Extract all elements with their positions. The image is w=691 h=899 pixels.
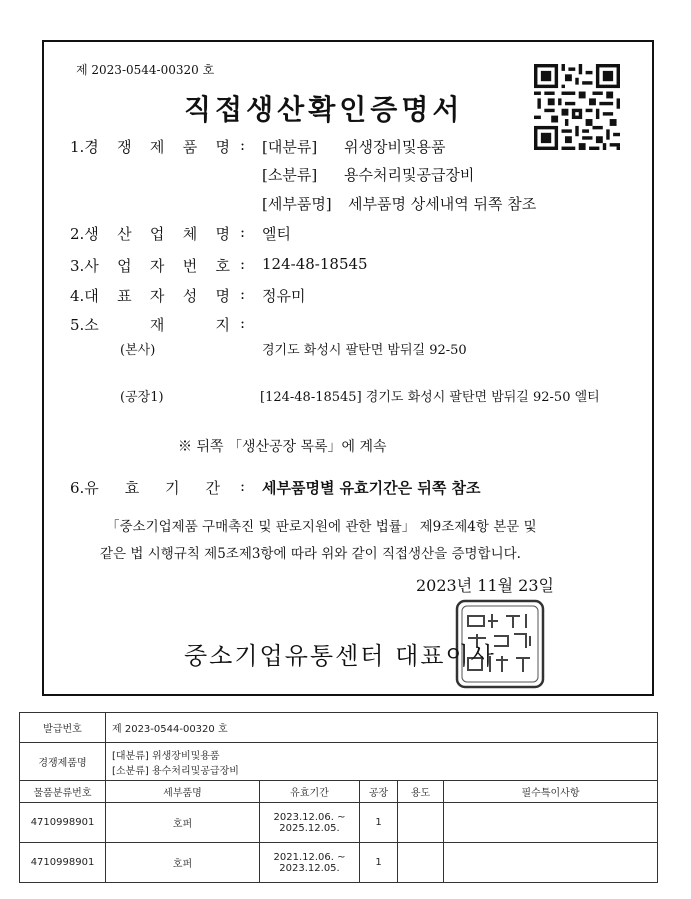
product-colon: :: [240, 136, 246, 154]
minor-category-value: 용수처리및공급장비: [344, 166, 475, 184]
bizno-label: 3.사 업 자 번 호: [70, 257, 230, 275]
minor-category-label: [소분류]: [262, 166, 318, 184]
header-usage: 용도: [398, 781, 444, 803]
row-note: [444, 803, 658, 843]
issue-number-label: 발급번호: [20, 713, 106, 743]
header-code: 물품분류번호: [20, 781, 106, 803]
table-header-row: [20, 781, 658, 803]
product-name-row: [20, 743, 658, 781]
product-name-values: [106, 743, 658, 781]
ceo-value: 정유미: [262, 287, 306, 305]
row-period-end: 2023.12.05.: [279, 862, 340, 874]
hq-address: 경기도 화성시 팔탄면 밤뒤길 92-50: [262, 343, 467, 358]
row-factory: 1: [360, 803, 398, 843]
factory-address: [124-48-18545] 경기도 화성시 팔탄면 밤뒤길 92-50 엘티: [260, 390, 600, 405]
detail-category-value: 세부품명 상세내역 뒤쪽 참조: [348, 195, 537, 213]
bizno-value: 124-48-18545: [262, 255, 368, 273]
issuer-name: 중소기업유통센터 대표이사: [184, 642, 496, 670]
company-label: 2.생 산 업 체 명: [70, 225, 230, 243]
row-name: 호퍼: [106, 843, 260, 883]
detail-table: [19, 712, 658, 883]
detail-category-label: [세부품명]: [262, 195, 332, 213]
ceo-colon: :: [240, 285, 246, 303]
product-minor-line: [소분류] 용수처리및공급장비: [112, 765, 239, 777]
row-period: [260, 803, 360, 843]
validity-value: 세부품명별 유효기간은 뒤쪽 참조: [262, 479, 481, 497]
header-period: 유효기간: [260, 781, 360, 803]
header-factory: 공장: [360, 781, 398, 803]
row-period-end: 2025.12.05.: [279, 822, 340, 834]
major-category-value: 위생장비및용품: [344, 138, 446, 156]
ceo-label: 4.대 표 자 성 명: [70, 287, 230, 305]
issue-number-value: 제 2023-0544-00320 호: [106, 713, 658, 743]
address-label: 5.소 재 지: [70, 316, 230, 334]
company-colon: :: [240, 223, 246, 241]
row-factory: 1: [360, 843, 398, 883]
legal-basis-line-2: 같은 법 시행규칙 제5조제3항에 따라 위와 같이 직접생산을 증명합니다.: [100, 546, 521, 562]
product-major-line: [대분류] 위생장비및용품: [112, 750, 220, 762]
row-period-start: 2023.12.06. ~: [273, 811, 346, 823]
certificate-title: 직접생산확인증명서: [184, 93, 464, 126]
legal-basis-line-1: 「중소기업제품 구매촉진 및 판로지원에 관한 법률」 제9조제4항 본문 및: [106, 519, 537, 535]
row-usage: [398, 803, 444, 843]
row-name: 호퍼: [106, 803, 260, 843]
validity-colon: :: [240, 477, 246, 495]
product-name-label: 경쟁제품명: [20, 743, 106, 781]
company-value: 엘티: [262, 225, 291, 243]
row-code: 4710998901: [20, 843, 106, 883]
row-usage: [398, 843, 444, 883]
row-period: [260, 843, 360, 883]
certificate-frame: [42, 40, 654, 696]
issue-date: 2023년 11월 23일: [416, 576, 554, 595]
issue-number-row: [20, 713, 658, 743]
address-colon: :: [240, 314, 246, 332]
qr-code-icon: [534, 64, 620, 150]
header-note: 필수특이사항: [444, 781, 658, 803]
continuation-notice: ※ 뒤쪽 「생산공장 목록」에 계속: [178, 439, 387, 455]
table-row: [20, 803, 658, 843]
major-category-label: [대분류]: [262, 138, 318, 156]
hq-label: (본사): [120, 343, 156, 358]
table-row: [20, 843, 658, 883]
factory-label: (공장1): [120, 390, 164, 405]
bizno-colon: :: [240, 255, 246, 273]
row-note: [444, 843, 658, 883]
row-code: 4710998901: [20, 803, 106, 843]
product-label: 1.경 쟁 제 품 명: [70, 138, 230, 156]
header-name: 세부품명: [106, 781, 260, 803]
row-period-start: 2021.12.06. ~: [273, 851, 346, 863]
validity-label: 6.유 효 기 간: [70, 479, 220, 497]
certificate-number: 제 2023-0544-00320 호: [76, 63, 215, 77]
